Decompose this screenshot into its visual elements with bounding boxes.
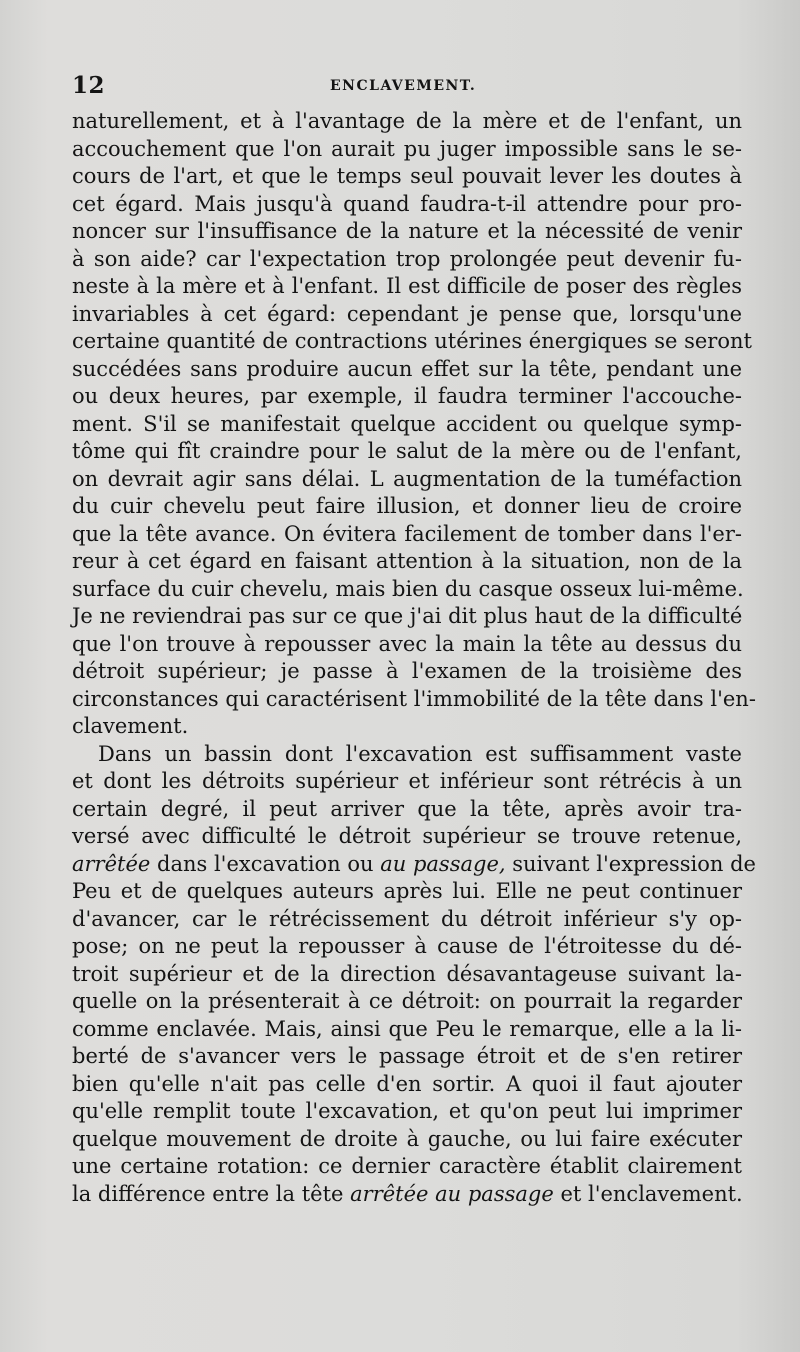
text-line: Peu et de quelques auteurs après lui. Elle ne peut continuer (72, 879, 742, 903)
text-line: accouchement que l'on aurait pu juger impossible sans le se- (72, 136, 742, 161)
text-line: troit supérieur et de la direction désavantageuse suivant la- (72, 961, 742, 986)
text-line: une certaine rotation: ce dernier caractère établit clairement (72, 1154, 742, 1178)
text-line: ou deux heures, par exemple, il faudra terminer l'accouche- (72, 384, 742, 408)
text-line: ment. S'il se manifestait quelque accident ou quelque symp- (72, 411, 742, 436)
italic-term: au passage, (380, 851, 506, 876)
text-fragment: et l'enclavement. (560, 1181, 743, 1206)
italic-term: arrêtée au passage (350, 1181, 554, 1206)
text-line: quelle on la présenterait à ce détroit: on pourrait la regarder (72, 989, 742, 1013)
text-fragment: dans l'excavation ou (157, 851, 374, 876)
text-line: succédées sans produire aucun effet sur la tête, pendant une (72, 356, 742, 381)
body-text (72, 108, 756, 1208)
text-line: certaine quantité de contractions utérines énergiques se seront (72, 329, 752, 353)
text-line: détroit supérieur; je passe à l'examen de la troisième des (72, 659, 742, 683)
running-head (72, 72, 740, 100)
text-line: certain degré, il peut arriver que la tête, après avoir tra- (72, 796, 742, 821)
paragraph-start-line: Dans un bassin dont l'excavation est suffisamment vaste (98, 741, 742, 766)
running-title: ENCLAVEMENT. (330, 78, 477, 94)
text-line-with-italics (72, 851, 756, 879)
text-line: à son aide? car l'expectation trop prolongée peut devenir fu- (72, 246, 742, 271)
text-line: invariables à cet égard: cependant je pense que, lorsqu'une (72, 301, 742, 326)
text-line: clavement. (72, 714, 189, 738)
text-fragment: la différence entre la tête (72, 1181, 344, 1206)
text-fragment: suivant l'expression de (512, 851, 756, 876)
page-number: 12 (72, 72, 106, 99)
text-line: que la tête avance. On évitera facilement de tomber dans l'er- (72, 521, 742, 546)
text-line: quelque mouvement de droite à gauche, ou lui faire exécuter (72, 1126, 742, 1151)
text-line: naturellement, et à l'avantage de la mère et de l'enfant, un (72, 109, 742, 133)
text-line: d'avancer, car le rétrécissement du détroit inférieur s'y op- (72, 906, 742, 931)
text-line: circonstances qui caractérisent l'immobilité de la tête dans l'en- (72, 686, 756, 711)
text-line: surface du cuir chevelu, mais bien du casque osseux lui-même. (72, 576, 744, 601)
text-line: que l'on trouve à repousser avec la main la tête au dessus du (72, 631, 742, 656)
text-line: bien qu'elle n'ait pas celle d'en sortir. A quoi il faut ajouter (72, 1071, 742, 1096)
italic-term: arrêtée (72, 851, 151, 876)
text-line-with-italics (72, 1181, 742, 1209)
text-line: neste à la mère et à l'enfant. Il est difficile de poser des règles (72, 274, 742, 298)
text-line: Je ne reviendrai pas sur ce que j'ai dit plus haut de la difficulté (72, 604, 743, 628)
text-line: et dont les détroits supérieur et inférieur sont rétrécis à un (72, 769, 742, 793)
text-line: noncer sur l'insuffisance de la nature et la nécessité de venir (72, 219, 742, 243)
text-line: cet égard. Mais jusqu'à quand faudra-t-il attendre pour pro- (72, 191, 742, 216)
text-line: on devrait agir sans délai. L augmentation de la tuméfaction (72, 466, 742, 491)
text-line: comme enclavée. Mais, ainsi que Peu le remarque, elle a la li- (72, 1016, 742, 1041)
text-line: du cuir chevelu peut faire illusion, et donner lieu de croire (72, 494, 742, 518)
text-line: qu'elle remplit toute l'excavation, et qu'on peut lui imprimer (72, 1099, 742, 1123)
text-line: versé avec difficulté le détroit supérieur se trouve retenue, (72, 824, 742, 848)
text-line: pose; on ne peut la repousser à cause de l'étroitesse du dé- (72, 934, 742, 958)
text-line: cours de l'art, et que le temps seul pouvait lever les doutes à (72, 164, 742, 188)
text-line: reur à cet égard en faisant attention à la situation, non de la (72, 549, 742, 573)
text-line: tôme qui fît craindre pour le salut de la mère ou de l'enfant, (72, 439, 742, 463)
text-line: berté de s'avancer vers le passage étroit et de s'en retirer (72, 1044, 742, 1068)
